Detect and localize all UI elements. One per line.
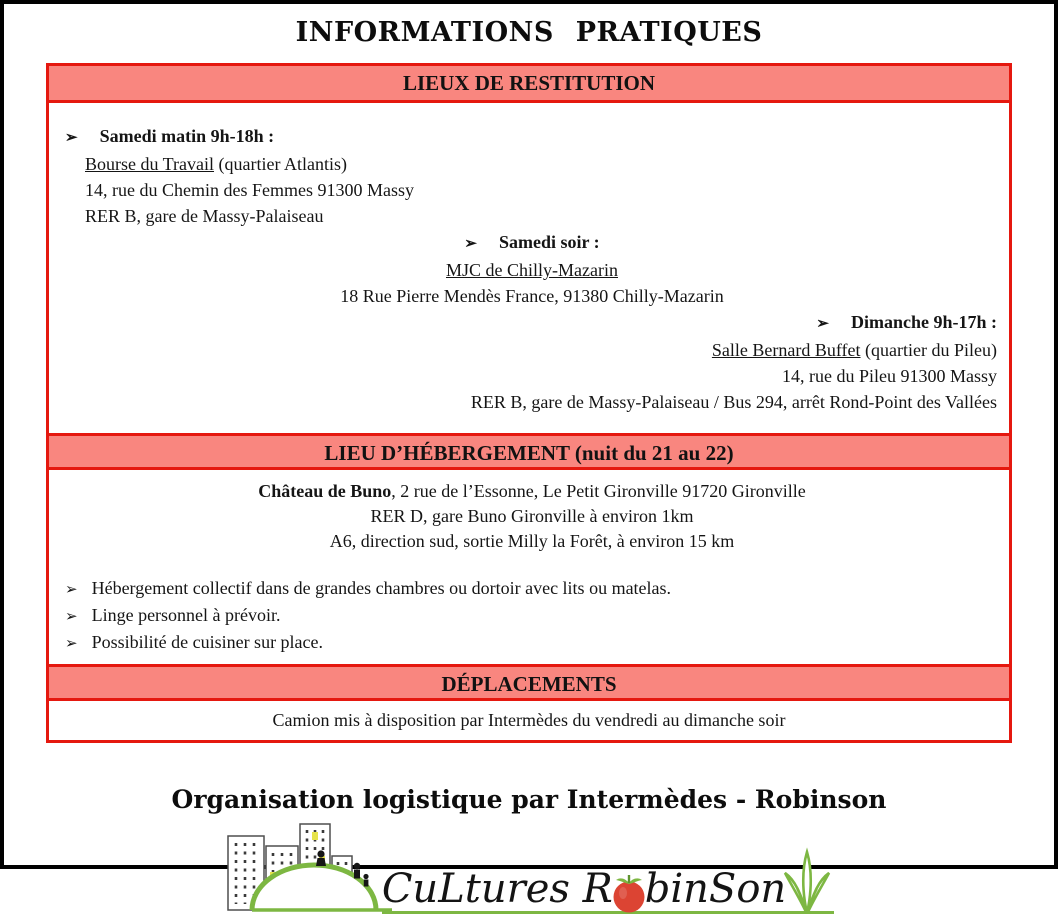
section-header-deplacements-label: DÉPLACEMENTS xyxy=(441,672,617,696)
hebergement-venue-name: Château de Buno xyxy=(258,481,392,501)
section-content-deplacements xyxy=(49,698,1009,740)
section-content-hebergement xyxy=(49,467,1009,664)
city-buildings-hill-icon xyxy=(224,816,392,914)
logo-text xyxy=(382,849,834,914)
venue-block-dimanche xyxy=(65,309,999,415)
venue-heading-dimanche xyxy=(65,309,997,337)
venue-block-samedi-soir xyxy=(65,229,999,309)
list-item xyxy=(65,630,999,657)
venue-note: (quartier Atlantis) xyxy=(214,154,347,174)
cultures-robinson-logo xyxy=(46,814,1012,914)
venue-name: MJC de Chilly-Mazarin xyxy=(446,260,618,280)
hebergement-bullet-list xyxy=(65,576,999,657)
hebergement-access-road: A6, direction sud, sortie Milly la Forêt, à environ 15 km xyxy=(329,531,735,551)
arrow-bullet-icon: ➢ xyxy=(65,609,78,625)
arrow-bullet-icon: ➢ xyxy=(816,316,829,332)
deplacements-text: Camion mis à disposition par Intermèdes du vendredi au dimanche soir xyxy=(272,710,786,730)
venue-address: 18 Rue Pierre Mendès France, 91380 Chilly-Mazarin xyxy=(340,286,724,306)
section-header-hebergement xyxy=(49,433,1009,467)
arrow-bullet-icon: ➢ xyxy=(464,236,477,252)
logo-text-right: binSon xyxy=(644,866,787,912)
venue-name-line xyxy=(65,337,997,363)
hebergement-venue-line xyxy=(65,479,999,504)
venue-heading-label: Samedi soir : xyxy=(498,232,600,252)
venue-heading-samedi-soir xyxy=(65,229,999,257)
info-table xyxy=(46,63,1012,743)
page-title: INFORMATIONS PRATIQUES xyxy=(295,17,763,48)
venue-name: Salle Bernard Buffet xyxy=(711,340,861,360)
hebergement-access-rer: RER D, gare Buno Gironville à environ 1km xyxy=(370,506,694,526)
section-header-restitution xyxy=(49,66,1009,100)
section-header-restitution-label: LIEUX DE RESTITUTION xyxy=(402,71,656,95)
venue-transit: RER B, gare de Massy-Palaiseau xyxy=(85,206,324,226)
venue-transit: RER B, gare de Massy-Palaiseau / Bus 294, arrêt Rond-Point des Vallées xyxy=(470,392,997,412)
plant-sprout-icon xyxy=(780,849,834,919)
venue-block-samedi-matin xyxy=(65,123,999,229)
arrow-bullet-icon: ➢ xyxy=(65,636,78,652)
list-item xyxy=(65,603,999,630)
list-item-text: Linge personnel à prévoir. xyxy=(91,605,281,625)
list-item xyxy=(65,576,999,603)
venue-heading-label: Dimanche 9h-17h : xyxy=(850,312,997,332)
venue-address: 14, rue du Chemin des Femmes 91300 Massy xyxy=(85,180,414,200)
arrow-bullet-icon: ➢ xyxy=(65,582,78,598)
venue-address: 14, rue du Pileu 91300 Massy xyxy=(782,366,997,386)
arrow-bullet-icon: ➢ xyxy=(65,130,78,146)
venue-heading-label: Samedi matin 9h-18h : xyxy=(99,126,275,146)
list-item-text: Possibilité de cuisiner sur place. xyxy=(91,632,324,652)
section-header-deplacements xyxy=(49,664,1009,698)
section-header-hebergement-label: LIEU D’HÉBERGEMENT (nuit du 21 au 22) xyxy=(324,441,734,465)
venue-name-line xyxy=(65,257,999,283)
footer-title: Organisation logistique par Intermèdes - Robinson xyxy=(171,785,887,814)
section-content-restitution xyxy=(49,100,1009,433)
tomato-o-icon xyxy=(610,871,648,915)
venue-name: Bourse du Travail xyxy=(85,154,215,174)
logo-text-left: CuLtures R xyxy=(381,866,613,912)
venue-heading-samedi-matin xyxy=(65,123,999,151)
venue-note: (quartier du Pileu) xyxy=(860,340,997,360)
hebergement-venue-address: , 2 rue de l’Essonne, Le Petit Gironville 91720 Gironville xyxy=(391,481,806,501)
venue-name-line xyxy=(85,151,999,177)
list-item-text: Hébergement collectif dans de grandes chambres ou dortoir avec lits ou matelas. xyxy=(91,578,672,598)
